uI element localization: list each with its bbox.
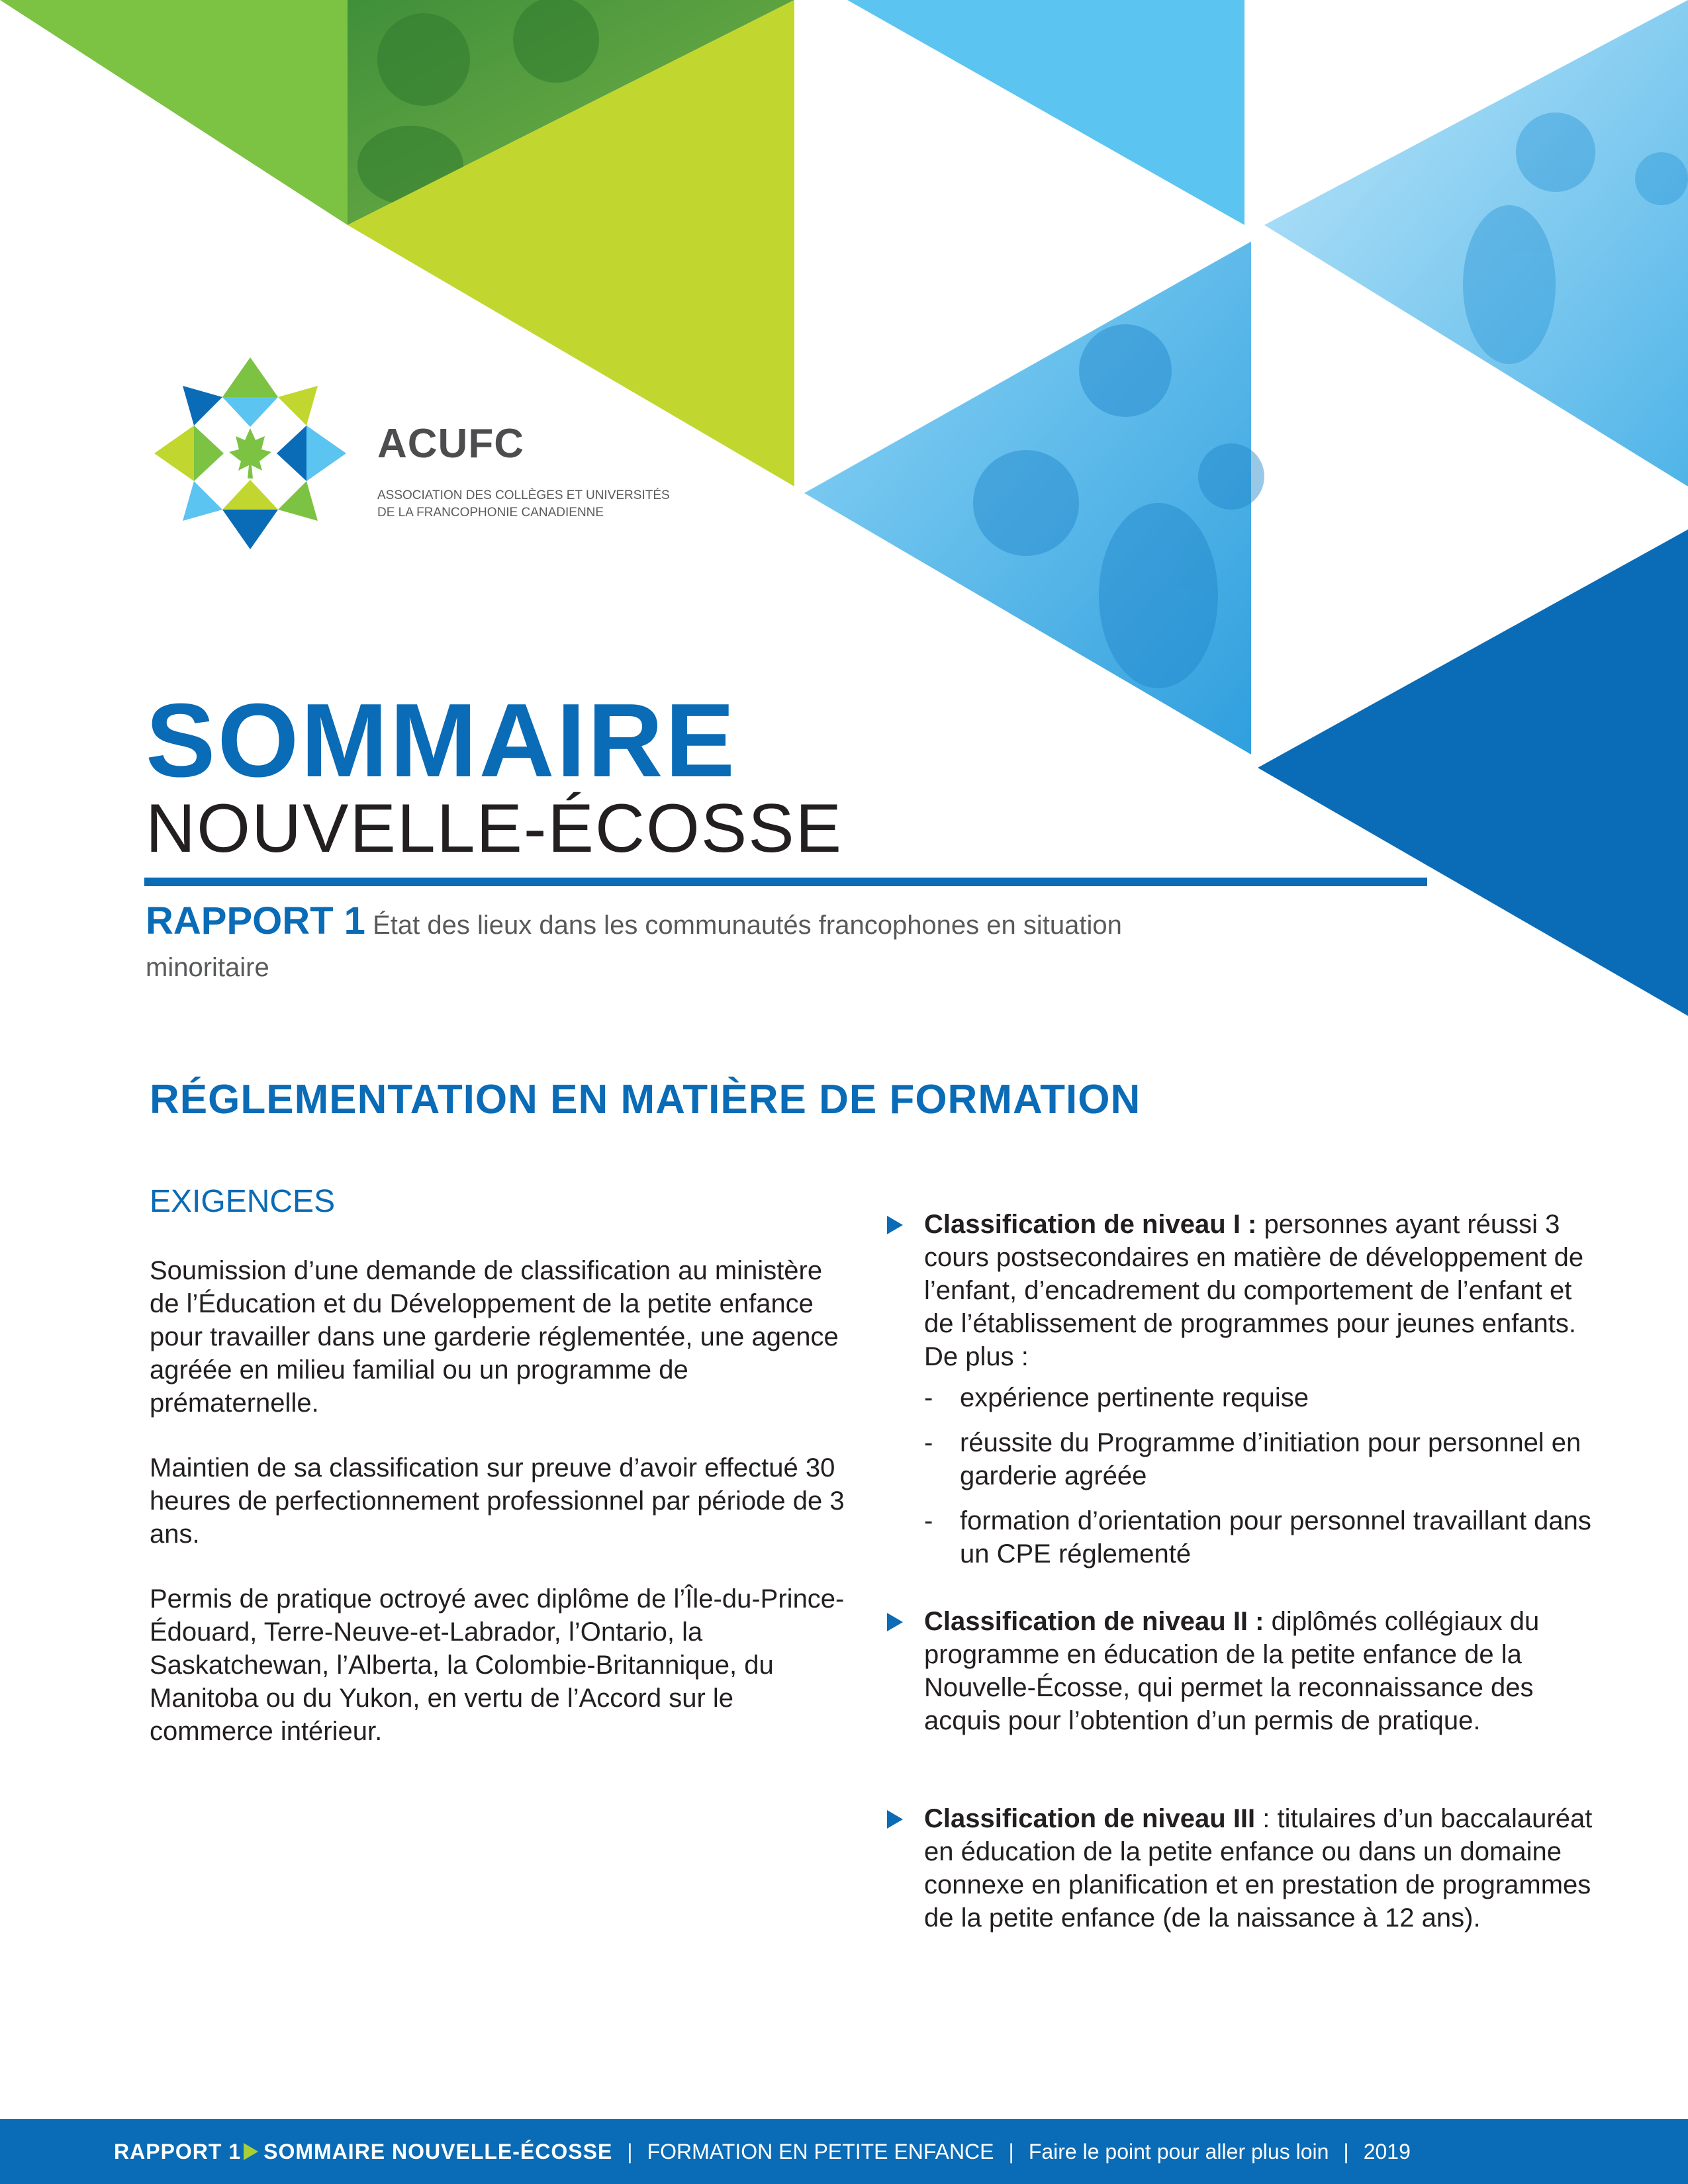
sub-item-text: expérience pertinente requise	[960, 1383, 1309, 1412]
green-triangle	[0, 0, 348, 225]
footer-separator: |	[1343, 2140, 1349, 2163]
classification-text: : titulaires d’un baccalauréat en éducation de la petite enfance ou dans un domaine connexe en planification et en prestation de programmes de la petite enfance (de la naissance à 12 ans).	[924, 1804, 1593, 1933]
footer-arrow-icon	[244, 2143, 258, 2160]
sky-blue-triangle	[847, 0, 1244, 225]
dash-bullet: -	[924, 1383, 933, 1412]
classification-label: Classification de niveau II :	[924, 1607, 1264, 1636]
title-divider	[144, 878, 1427, 886]
classification-text: diplômés collégiaux du programme en éducation de la petite enfance de la Nouvelle-Écosse, qui permet la reconnaissance des acquis pour l’obtention d’un permis de pratique.	[924, 1607, 1540, 1735]
report-number: RAPPORT 1	[146, 899, 365, 942]
logo-full-name	[377, 487, 670, 522]
page-subtitle: NOUVELLE-ÉCOSSE	[146, 790, 843, 867]
paragraph-classification-request: Soumission d’une demande de classification au ministère de l’Éducation et du Développement de la petite enfance pour travailler dans une garderie réglementée, une agence agréée en milieu familial ou un programme de prématernelle.	[150, 1255, 839, 1418]
classification-label: Classification de niveau III	[924, 1804, 1256, 1833]
footer-content	[114, 2119, 1411, 2184]
bullet-arrow-icon	[887, 1216, 903, 1234]
logo-name-line2: DE LA FRANCOPHONIE CANADIENNE	[377, 506, 604, 520]
footer-summary: SOMMAIRE NOUVELLE-ÉCOSSE	[263, 2140, 613, 2163]
classification-level-1	[880, 1208, 1595, 1570]
report-line	[146, 900, 1205, 989]
requirements-column	[150, 1185, 851, 1780]
footer-separator: |	[1008, 2140, 1014, 2163]
dash-bullet: -	[924, 1428, 933, 1457]
footer-report: RAPPORT 1	[114, 2140, 242, 2163]
classifications-column	[880, 1208, 1595, 1934]
footer-slogan: Faire le point pour aller plus loin	[1028, 2140, 1329, 2163]
footer-separator: |	[627, 2140, 633, 2163]
sub-item	[924, 1381, 1595, 1414]
requirements-heading: EXIGENCES	[150, 1184, 336, 1219]
dash-bullet: -	[924, 1506, 933, 1535]
paragraph-permit: Permis de pratique octroyé avec diplôme de l’Île-du-Prince-Édouard, Terre-Neuve-et-Labrador, l’Ontario, la Saskatchewan, l’Alberta, la Colombie-Britannique, du Manitoba ou du Yukon, en vertu de l’Accord sur le commerce intérieur.	[150, 1584, 845, 1746]
footer-year: 2019	[1363, 2140, 1411, 2163]
sub-item-text: réussite du Programme d’initiation pour personnel en garderie agréée	[960, 1428, 1581, 1490]
logo-acronym: ACUFC	[377, 421, 524, 467]
sub-item	[924, 1426, 1595, 1492]
classification-label: Classification de niveau I :	[924, 1210, 1257, 1239]
bullet-arrow-icon	[887, 1613, 903, 1631]
maple-leaf-star-icon	[154, 357, 346, 549]
paragraph-maintenance: Maintien de sa classification sur preuve d’avoir effectué 30 heures de perfectionnement professionnel par période de 3 ans.	[150, 1453, 845, 1549]
page-footer	[0, 2119, 1688, 2184]
classification-level-2	[880, 1605, 1595, 1737]
sub-item-text: formation d’orientation pour personnel travaillant dans un CPE réglementé	[960, 1506, 1591, 1569]
footer-topic: FORMATION EN PETITE ENFANCE	[647, 2140, 994, 2163]
page-title: SOMMAIRE	[146, 682, 737, 799]
section-heading: RÉGLEMENTATION EN MATIÈRE DE FORMATION	[150, 1077, 1141, 1122]
classification-level-3	[880, 1802, 1595, 1934]
logo-text	[377, 421, 670, 522]
classification-sub-list	[924, 1381, 1595, 1570]
logo-name-line1: ASSOCIATION DES COLLÈGES ET UNIVERSITÉS	[377, 488, 670, 502]
bullet-arrow-icon	[887, 1810, 903, 1829]
classification-text: personnes ayant réussi 3 cours postsecondaires en matière de développement de l’enfant, d’encadrement du comportement de l’enfant et de l’établissement de programmes pour jeunes enfants. De plus :	[924, 1210, 1584, 1371]
report-description: État des lieux dans les communautés francophones en situation minoritaire	[146, 911, 1122, 982]
sub-item	[924, 1504, 1595, 1570]
dark-blue-triangle	[1258, 529, 1688, 1016]
